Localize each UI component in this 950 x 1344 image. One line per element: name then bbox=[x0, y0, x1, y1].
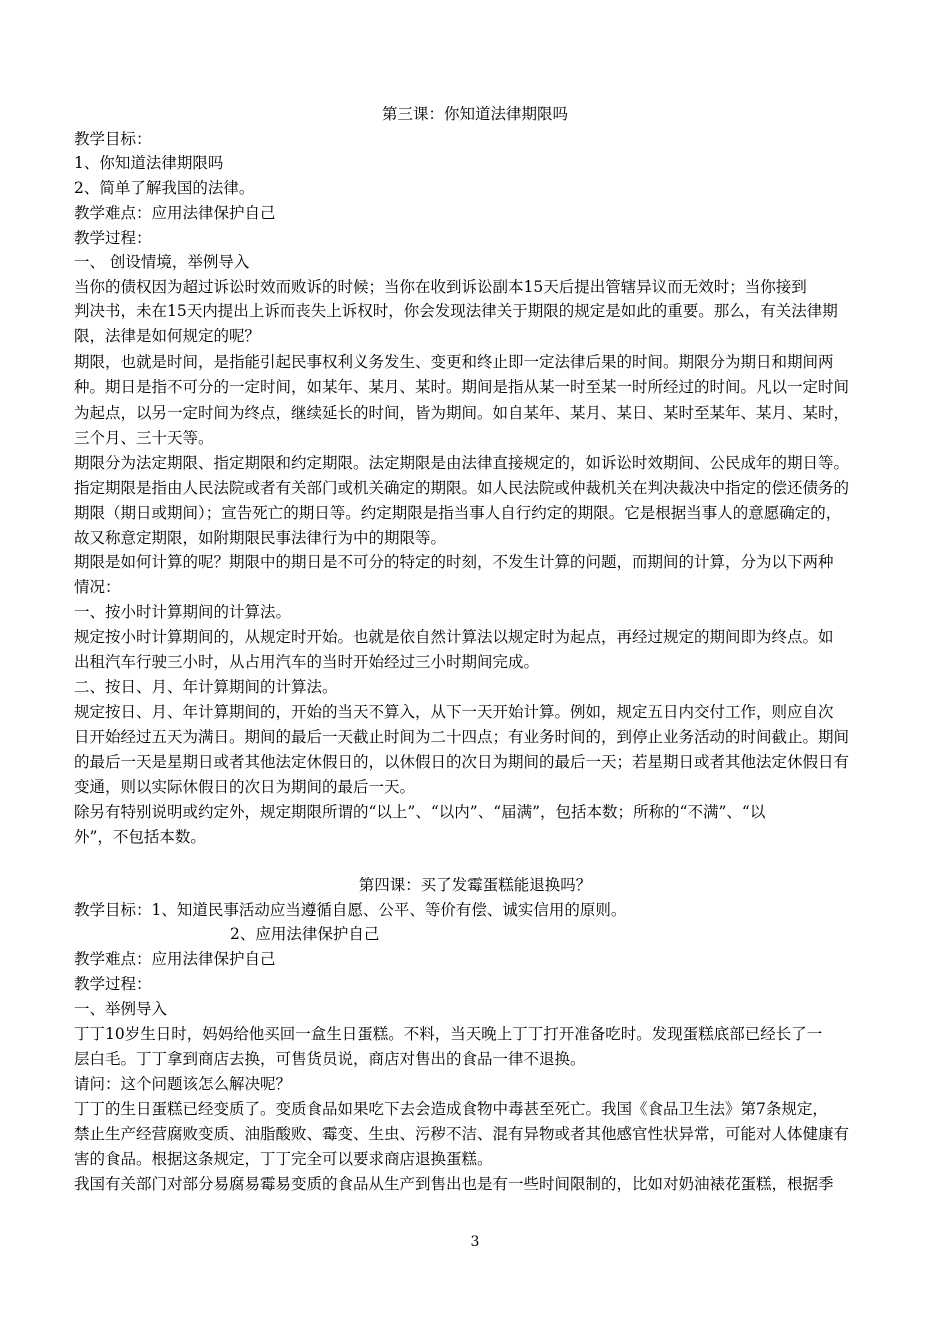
paragraph-line: 情况： bbox=[74, 578, 121, 596]
lesson3-title: 第三课：你知道法律期限吗 bbox=[381, 105, 568, 123]
paragraph-line: 为起点，以另一定时间为终点，继续延长的时间，皆为期间。如自某年、某月、某日、某时至某年、某月、某时， bbox=[74, 404, 850, 422]
lesson4-goals: 教学目标：1、知道民事活动应当遵循自愿、公平、等价有偿、诚实信用的原则。 bbox=[74, 901, 627, 919]
paragraph-line: 二、按日、月、年计算期间的计算法。 bbox=[74, 678, 338, 696]
paragraph-line: 的最后一天是星期日或者其他法定休假日的，以休假日的次日为期间的最后一天；若星期日或者其他法定休假日有 bbox=[74, 753, 850, 771]
lesson4-difficulty: 教学难点：应用法律保护自己 bbox=[74, 950, 276, 968]
paragraph-line: 外”，不包括本数。 bbox=[74, 828, 206, 846]
lesson4-step-1: 一、举例导入 bbox=[74, 1000, 168, 1018]
lesson4-goal-2: 2、应用法律保护自己 bbox=[230, 925, 380, 943]
lesson3-process: 教学过程： bbox=[74, 229, 152, 247]
paragraph-line: 一、按小时计算期间的计算法。 bbox=[74, 603, 292, 621]
paragraph-line: 期限分为法定期限、指定期限和约定期限。法定期限是由法律直接规定的，如诉讼时效期间、公民成年的期日等。 bbox=[74, 454, 850, 472]
paragraph-line: 害的食品。根据这条规定，丁丁完全可以要求商店退换蛋糕。 bbox=[74, 1150, 493, 1168]
paragraph-line: 故又称意定期限，如附期限民事法律行为中的期限等。 bbox=[74, 529, 447, 547]
paragraph-line: 除另有特别说明或约定外，规定期限所谓的“以上”、“以内”、“届满”，包括本数；所称的“不满”、“以 bbox=[74, 803, 766, 821]
paragraph-line: 三个月、三十天等。 bbox=[74, 429, 214, 447]
paragraph-line: 层白毛。丁丁拿到商店去换，可售货员说，商店对售出的食品一律不退换。 bbox=[74, 1050, 586, 1068]
paragraph-line: 限，法律是如何规定的呢？ bbox=[74, 327, 261, 345]
paragraph-line: 我国有关部门对部分易腐易霉易变质的食品从生产到售出也是有一些时间限制的，比如对奶油裱花蛋糕，根据季 bbox=[74, 1175, 834, 1193]
lesson3-goal-1: 1、你知道法律期限吗 bbox=[74, 154, 224, 172]
paragraph-line: 种。期日是指不可分的一定时间，如某年、某月、某时。期间是指从某一时至某一时所经过的时间。凡以一定时间 bbox=[74, 378, 850, 396]
paragraph-line: 丁丁的生日蛋糕已经变质了。变质食品如果吃下去会造成食物中毒甚至死亡。我国《食品卫生法》第7条规定， bbox=[74, 1100, 828, 1118]
paragraph-line: 指定期限是指由人民法院或者有关部门或机关确定的期限。如人民法院或仲裁机关在判决裁决中指定的偿还债务的 bbox=[74, 479, 850, 497]
lesson3-goal-2: 2、简单了解我国的法律。 bbox=[74, 179, 255, 197]
paragraph-line: 出租汽车行驶三小时，从占用汽车的当时开始经过三小时期间完成。 bbox=[74, 653, 540, 671]
paragraph-line: 变通，则以实际休假日的次日为期间的最后一天。 bbox=[74, 778, 416, 796]
paragraph-line: 规定按小时计算期间的，从规定时开始。也就是依自然计算法以规定时为起点，再经过规定的期间即为终点。如 bbox=[74, 628, 834, 646]
paragraph-line: 禁止生产经营腐败变质、油脂酸败、霉变、生虫、污秽不洁、混有异物或者其他感官性状异常，可能对人体健康有 bbox=[74, 1125, 850, 1143]
paragraph-line: 当你的债权因为超过诉讼时效而败诉的时候；当你在收到诉讼副本15天后提出管辖异议而无效时；当你接到 bbox=[74, 278, 807, 296]
paragraph-line: 日开始经过五天为满日。期间的最后一天截止时间为二十四点；有业务时间的，到停止业务活动的时间截止。期间 bbox=[74, 728, 850, 746]
lesson4-title: 第四课：买了发霉蛋糕能退换吗？ bbox=[358, 876, 592, 894]
lesson3-step-1: 一、 创设情境，举例导入 bbox=[74, 253, 250, 271]
paragraph-line: 期限是如何计算的呢？期限中的期日是不可分的特定的时刻，不发生计算的问题，而期间的计算，分为以下两种 bbox=[74, 553, 834, 571]
paragraph-line: 判决书，未在15天内提出上诉而丧失上诉权时，你会发现法律关于期限的规定是如此的重要。那么，有关法律期 bbox=[74, 302, 838, 320]
paragraph-line: 请问：这个问题该怎么解决呢？ bbox=[74, 1075, 292, 1093]
lesson4-process: 教学过程： bbox=[74, 975, 152, 993]
paragraph-line: 期限（期日或期间）；宣告死亡的期日等。约定期限是指当事人自行约定的期限。它是根据当事人的意愿确定的， bbox=[74, 504, 842, 522]
lesson3-difficulty: 教学难点：应用法律保护自己 bbox=[74, 204, 276, 222]
paragraph-line: 规定按日、月、年计算期间的，开始的当天不算入，从下一天开始计算。例如，规定五日内交付工作，则应自次 bbox=[74, 703, 834, 721]
paragraph-line: 丁丁10岁生日时，妈妈给他买回一盒生日蛋糕。不料，当天晚上丁丁打开准备吃时。发现蛋糕底部已经长了一 bbox=[74, 1025, 823, 1043]
page-number: 3 bbox=[470, 1234, 480, 1250]
lesson3-goals-label: 教学目标： bbox=[74, 130, 152, 148]
paragraph-line: 期限，也就是时间，是指能引起民事权利义务发生、变更和终止即一定法律后果的时间。期限分为期日和期间两 bbox=[74, 353, 834, 371]
